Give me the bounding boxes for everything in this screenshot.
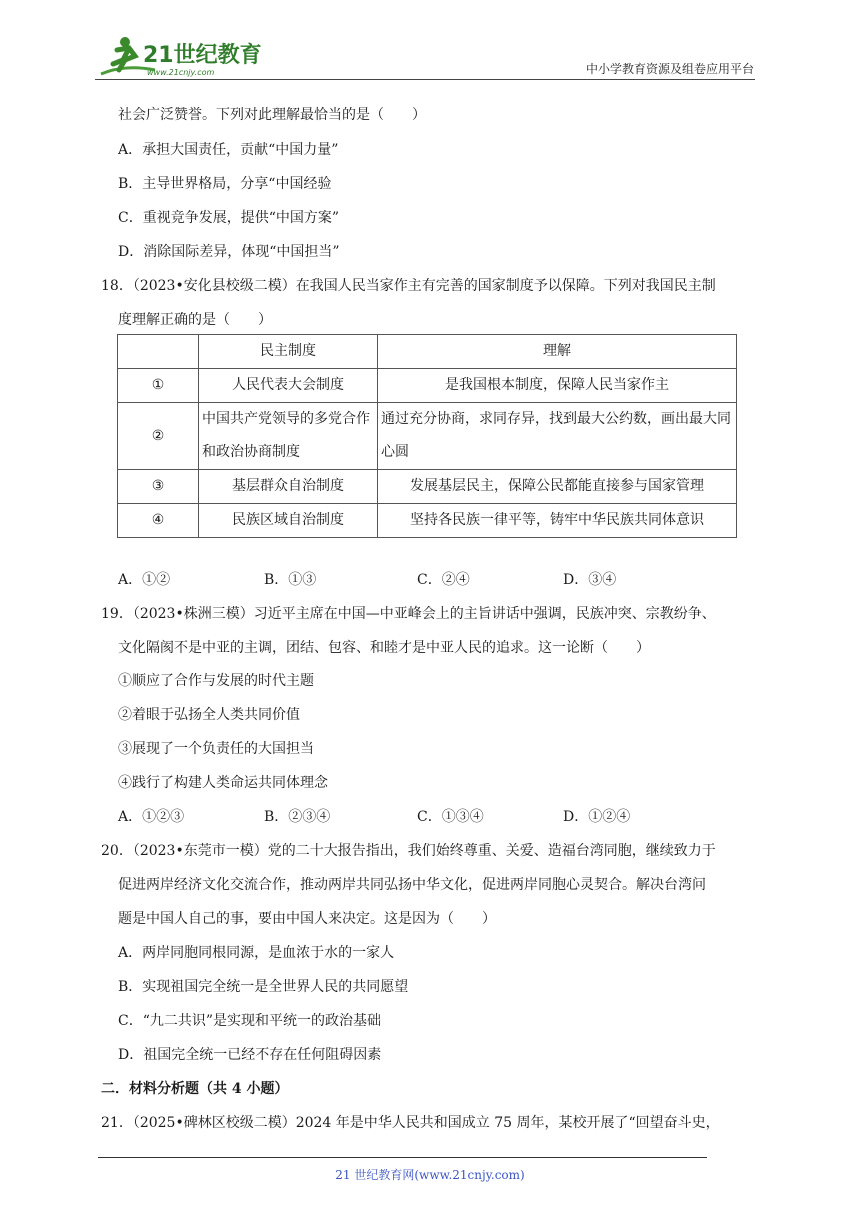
table-cell: 发展基层民主，保障公民都能直接参与国家管理	[378, 470, 737, 504]
q18-table	[117, 334, 737, 538]
table-row	[118, 504, 737, 538]
q19-option-b: B．②③④	[264, 809, 331, 825]
table-header-cell: 理解	[378, 335, 737, 369]
table-row	[118, 369, 737, 403]
header-divider	[95, 79, 755, 80]
site-logo	[95, 34, 265, 80]
platform-name: 中小学教育资源及组卷应用平台	[585, 62, 754, 76]
q19-stem-line1: 19．（2023•株洲三模）习近平主席在中国—中亚峰会上的主旨讲话中强调，民族冲突、宗教纷争、	[101, 606, 716, 622]
logo-url: www.21cnjy.com	[147, 68, 215, 77]
table-cell: ③	[118, 470, 199, 504]
q18-option-d: D．③④	[563, 572, 617, 588]
q20-option-a: A．两岸同胞同根同源，是血浓于水的一家人	[118, 945, 395, 961]
q18-stem-line1: 18．（2023•安化县校级二模）在我国人民当家作主有完善的国家制度予以保障。下列对我国民主制	[101, 278, 716, 294]
footer-divider	[98, 1157, 707, 1158]
q20-stem-line2: 促进两岸经济文化交流合作，推动两岸共同弘扬中华文化，促进两岸同胞心灵契合。解决台湾问	[118, 877, 706, 893]
q17-option-c: C．重视竞争发展，提供“中国方案”	[118, 210, 340, 226]
table-header-cell: 民主制度	[199, 335, 378, 369]
table-cell: ④	[118, 504, 199, 538]
table-cell: ②	[118, 403, 199, 470]
table-cell: 中国共产党领导的多党合作和政治协商制度	[199, 403, 378, 470]
table-cell: 通过充分协商，求同存异，找到最大公约数，画出最大同心圆	[378, 403, 737, 470]
q18-option-c: C．②④	[417, 572, 470, 588]
q19-option-c: C．①③④	[417, 809, 484, 825]
logo-text: 21世纪教育	[143, 43, 262, 68]
table-cell: 基层群众自治制度	[199, 470, 378, 504]
q19-item-4: ④践行了构建人类命运共同体理念	[118, 775, 328, 791]
table-row	[118, 403, 737, 470]
q21-stem-line1: 21．（2025•碑林区校级二模）2024 年是中华人民共和国成立 75 周年，某校开展了“回望奋斗史，	[101, 1115, 720, 1131]
q20-option-b: B．实现祖国完全统一是全世界人民的共同愿望	[118, 979, 409, 995]
footer-text[interactable]: 21 世纪教育网(www.21cnjy.com)	[335, 1168, 525, 1182]
q20-stem-line3: 题是中国人自己的事，要由中国人来决定。这是因为（ ）	[118, 911, 496, 927]
q17-option-d: D．消除国际差异，体现“中国担当”	[118, 244, 340, 260]
q19-option-a: A．①②③	[118, 809, 185, 825]
q19-item-1: ①顺应了合作与发展的时代主题	[118, 673, 314, 689]
q18-option-b: B．①③	[264, 572, 317, 588]
q17-option-b: B．主导世界格局，分享“中国经验	[118, 176, 332, 192]
table-cell: 坚持各民族一律平等，铸牢中华民族共同体意识	[378, 504, 737, 538]
q19-item-2: ②着眼于弘扬全人类共同价值	[118, 707, 300, 723]
table-cell: 民族区域自治制度	[199, 504, 378, 538]
q17-option-a: A．承担大国责任，贡献“中国力量”	[118, 142, 339, 158]
table-cell: ①	[118, 369, 199, 403]
q19-item-3: ③展现了一个负责任的大国担当	[118, 741, 314, 757]
table-header-cell	[118, 335, 199, 369]
q20-option-d: D．祖国完全统一已经不存在任何阻碍因素	[118, 1047, 382, 1063]
section-title: 二．材料分析题（共 4 小题）	[101, 1081, 289, 1097]
table-header-row	[118, 335, 737, 369]
q18-option-a: A．①②	[118, 572, 171, 588]
table-cell: 人民代表大会制度	[199, 369, 378, 403]
table-cell: 是我国根本制度，保障人民当家作主	[378, 369, 737, 403]
q19-stem-line2: 文化隔阂不是中亚的主调，团结、包容、和睦才是中亚人民的追求。这一论断（ ）	[118, 640, 650, 656]
table-row	[118, 470, 737, 504]
q17-stem-tail: 社会广泛赞誉。下列对此理解最恰当的是（ ）	[118, 107, 426, 123]
q18-stem-line2: 度理解正确的是（ ）	[118, 312, 272, 328]
q20-option-c: C．“九二共识”是实现和平统一的政治基础	[118, 1013, 382, 1029]
q19-option-d: D．①②④	[563, 809, 631, 825]
q20-stem-line1: 20．（2023•东莞市一模）党的二十大报告指出，我们始终尊重、关爱、造福台湾同胞，继续致力于	[101, 843, 716, 859]
